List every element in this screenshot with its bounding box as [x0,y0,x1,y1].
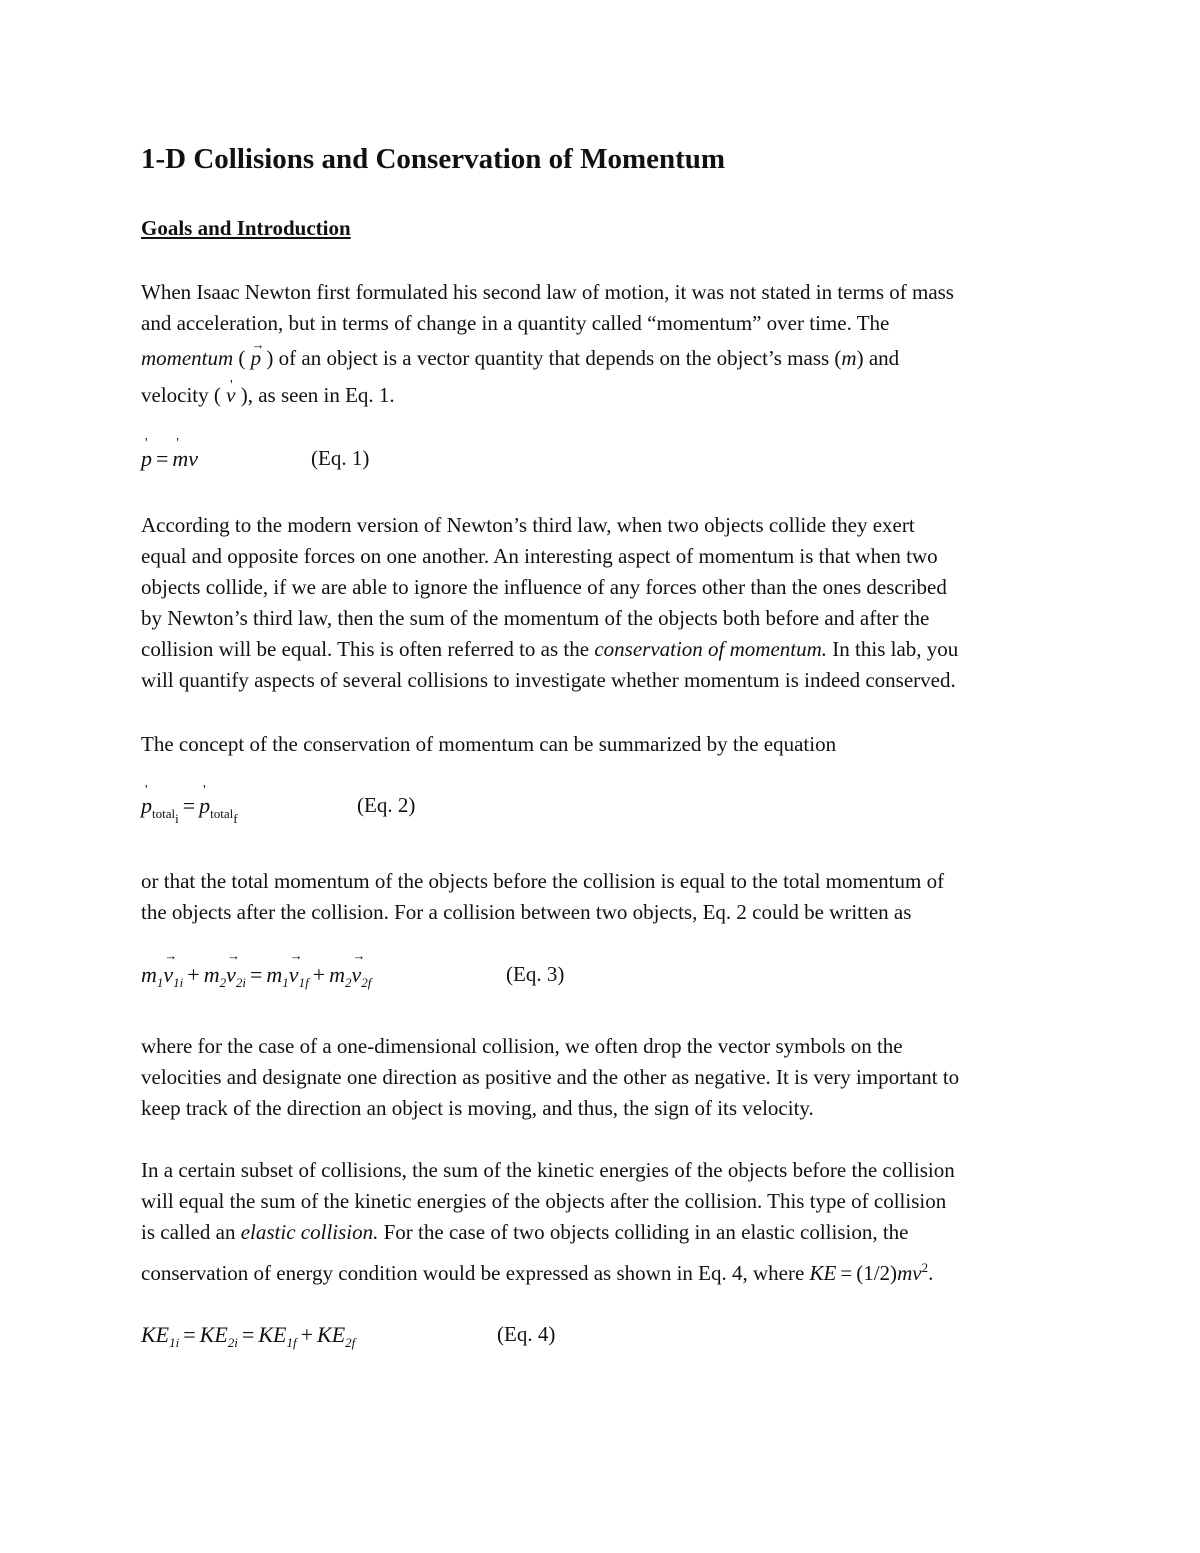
mass-symbol: m [841,346,857,370]
eq-subscript: total [152,806,176,821]
eq-subscript: 2 [219,975,227,990]
eq-symbol: → v [163,962,173,988]
eq-subscript: 1i [169,1335,180,1350]
equation-math [141,793,238,827]
text-line: will quantify aspects of several collisions to investigate whether momentum is indeed conserved. [141,668,956,692]
text-line: The concept of the conservation of momentum can be summarized by the equation [141,732,837,756]
eq-operator: = [249,962,263,987]
eq-operator: + [312,962,326,987]
eq-symbol: m [329,962,345,987]
text-line: According to the modern version of Newton’s third law, when two objects collide they exert [141,513,915,537]
eq-subscript: 2i [235,975,246,990]
text-fragment: velocity ( [141,383,221,407]
inline-math: (1/2) [856,1261,898,1285]
text-fragment: conservation of energy condition would be expressed as shown in Eq. 4, where [141,1261,810,1285]
text-fragment: For the case of two objects colliding in an elastic collision, the [378,1220,909,1244]
eq-symbol: → v [352,962,362,988]
eq-operator: + [187,962,200,987]
eq-subscript: 1i [173,975,184,990]
eq-subscript: 1 [282,975,289,990]
text-line: In a certain subset of collisions, the sum of the kinetic energies of the objects before the collision [141,1158,955,1182]
text-fragment: In this lab, you [827,637,959,661]
text-line [141,380,1071,411]
equation-label: (Eq. 4) [497,1322,556,1346]
eq-operator: + [300,1322,314,1347]
eq-subscript: 1f [286,1335,297,1350]
text-fragment: is called an [141,1220,241,1244]
eq-subscript: 2f [361,975,372,990]
eq-symbol: → v [226,962,236,988]
eq-subscript: 1f [298,975,309,990]
text-line [141,1252,1071,1289]
text-fragment: ), as seen in Eq. 1. [240,383,395,407]
equation-math [141,1322,355,1351]
total-momentum-paragraph [141,866,1071,928]
equation-math [141,962,371,991]
eq-subscript: f [233,811,238,826]
text-line: keep track of the direction an object is moving, and thus, the sign of its velocity. [141,1096,814,1120]
eq-symbol: KE [199,1322,228,1347]
eq-symbol: ' p [141,446,152,472]
text-line [141,634,1071,665]
eq-symbol: m [266,962,283,987]
momentum-vector-symbol: → p [251,343,262,374]
eq-subscript: 2 [345,975,352,990]
text-line: the objects after the collision. For a collision between two objects, Eq. 2 could be written as [141,900,912,924]
elastic-collision-term: elastic collision. [240,1220,379,1244]
text-line: objects collide, if we are able to ignore the influence of any forces other than the ones described [141,575,947,599]
text-fragment: collision will be equal. This is often referred to as the [141,637,595,661]
velocity-vector-symbol: ' v [226,380,235,411]
eq-subscript: 1 [156,975,164,990]
text-line: by Newton’s third law, then the sum of the momentum of the objects both before and after the [141,606,930,630]
eq-operator: = [156,446,169,471]
equation-label: (Eq. 2) [357,793,416,817]
text-fragment: . [928,1261,934,1285]
newton-third-law-paragraph [141,510,1071,696]
one-dimensional-paragraph [141,1031,1071,1124]
eq-subscript: 2f [345,1335,356,1350]
inline-math: mv [897,1261,922,1285]
eq-subscript: total [210,806,234,821]
text-line: will equal the sum of the kinetic energies of the objects after the collision. This type of collision [141,1189,947,1213]
text-line: velocities and designate one direction as positive and the other as negative. It is very important to [141,1065,960,1089]
equation-label: (Eq. 1) [311,446,370,470]
equation-label: (Eq. 3) [506,962,565,986]
eq-operator: = [182,793,196,818]
equation-math [141,446,198,472]
inline-math: KE [809,1261,837,1285]
text-line: or that the total momentum of the objects before the collision is equal to the total momentum of [141,869,945,893]
intro-paragraph [141,277,1071,411]
eq-symbol: m [203,962,220,987]
momentum-term: momentum [141,346,234,370]
text-line: momentum ( → p ) of an object is a vector quantity that depends on the object’s mass (m) and [141,343,1071,374]
summary-paragraph [141,729,1071,760]
section-heading: Goals and Introduction [141,216,351,240]
eq-operator: = [241,1322,255,1347]
eq-operator: = [840,1261,853,1285]
eq-symbol: m [141,962,157,987]
eq-symbol: → v [289,962,299,988]
text-line: equal and opposite forces on one another. An interesting aspect of momentum is that when two [141,544,938,568]
eq-symbol: KE [141,1322,170,1347]
document-title: 1-D Collisions and Conservation of Momentum [141,143,726,175]
eq-symbol: KE [317,1322,346,1347]
eq-operator: = [183,1322,196,1347]
text-fragment: ) and [856,346,900,370]
eq-symbol: KE [258,1322,287,1347]
eq-symbol: ' mv [172,446,198,472]
text-line: When Isaac Newton first formulated his second law of motion, it was not stated in terms of mass [141,280,954,304]
text-line: and acceleration, but in terms of change in a quantity called “momentum” over time. The [141,311,890,335]
elastic-collision-paragraph [141,1155,1071,1289]
conservation-term: conservation of momentum. [594,637,828,661]
eq-subscript: 2i [227,1335,238,1350]
eq-symbol: ' p [199,793,210,819]
eq-superscript: 2 [921,1260,929,1275]
eq-subscript: i [175,811,179,826]
text-fragment: of an object is a vector quantity that depends on the object’s mass ( [273,346,842,370]
text-line: where for the case of a one-dimensional collision, we often drop the vector symbols on the [141,1034,903,1058]
eq-symbol: ' p [141,793,152,819]
text-line [141,1217,1071,1248]
